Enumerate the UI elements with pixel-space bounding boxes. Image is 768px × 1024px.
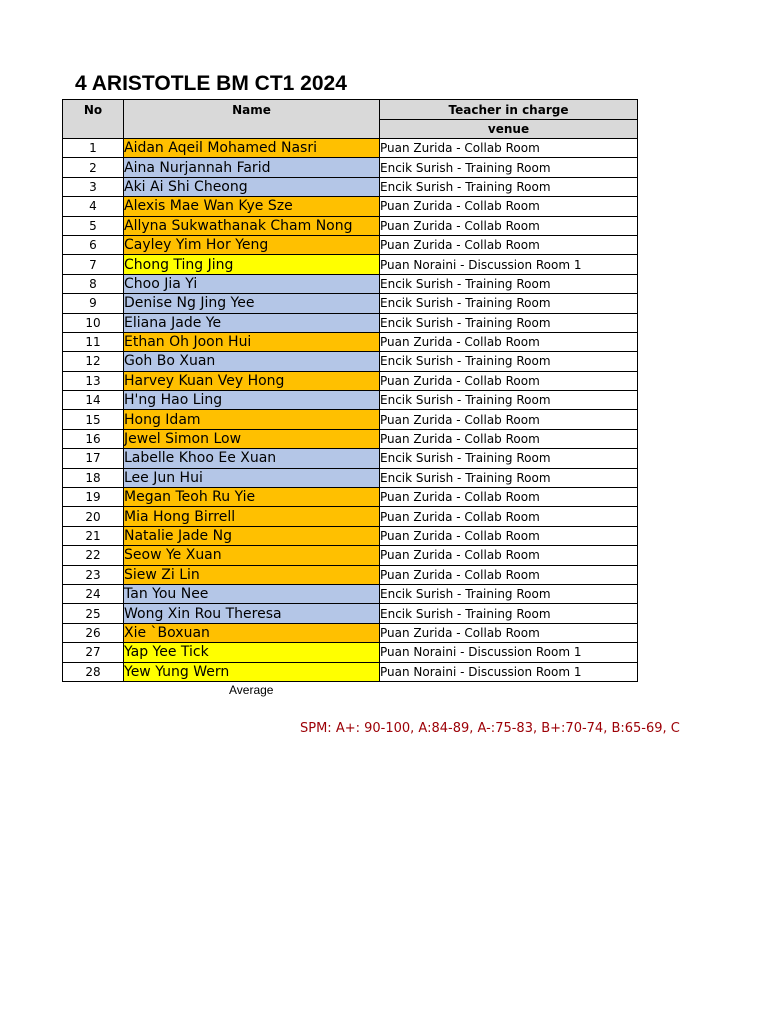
student-name: Natalie Jade Ng — [124, 526, 380, 545]
header-teacher: Teacher in charge — [380, 100, 638, 120]
student-name: Aina Nurjannah Farid — [124, 158, 380, 177]
student-number: 5 — [63, 216, 124, 235]
table-row — [63, 429, 638, 448]
header-venue: venue — [380, 120, 638, 139]
student-number: 6 — [63, 235, 124, 254]
table-row — [63, 662, 638, 681]
teacher-venue: Encik Surish - Training Room — [380, 584, 638, 603]
teacher-venue: Puan Zurida - Collab Room — [380, 371, 638, 390]
header-no: No — [63, 100, 124, 139]
student-number: 26 — [63, 623, 124, 642]
teacher-venue: Puan Zurida - Collab Room — [380, 488, 638, 507]
grading-note: SPM: A+: 90-100, A:84-89, A-:75-83, B+:70-74, B:65-69, C — [300, 721, 680, 736]
teacher-venue: Encik Surish - Training Room — [380, 352, 638, 371]
table-row — [63, 468, 638, 487]
table-row — [63, 623, 638, 642]
average-label: Average — [229, 683, 274, 697]
student-name: Tan You Nee — [124, 584, 380, 603]
teacher-venue: Puan Zurida - Collab Room — [380, 332, 638, 351]
student-number: 21 — [63, 526, 124, 545]
student-rows — [63, 139, 638, 682]
student-name: Yew Yung Wern — [124, 662, 380, 681]
teacher-venue: Encik Surish - Training Room — [380, 604, 638, 623]
student-number: 17 — [63, 449, 124, 468]
table-row — [63, 410, 638, 429]
student-number: 3 — [63, 177, 124, 196]
student-name: Alexis Mae Wan Kye Sze — [124, 197, 380, 216]
student-name: Choo Jia Yi — [124, 274, 380, 293]
student-name: Goh Bo Xuan — [124, 352, 380, 371]
student-number: 19 — [63, 488, 124, 507]
student-name: Hong Idam — [124, 410, 380, 429]
table-row — [63, 332, 638, 351]
student-name: Aki Ai Shi Cheong — [124, 177, 380, 196]
student-name: Harvey Kuan Vey Hong — [124, 371, 380, 390]
student-number: 8 — [63, 274, 124, 293]
student-name: Mia Hong Birrell — [124, 507, 380, 526]
teacher-venue: Encik Surish - Training Room — [380, 177, 638, 196]
table-row — [63, 391, 638, 410]
teacher-venue: Encik Surish - Training Room — [380, 391, 638, 410]
teacher-venue: Puan Zurida - Collab Room — [380, 507, 638, 526]
table-row — [63, 565, 638, 584]
table-row — [63, 507, 638, 526]
student-name: Siew Zi Lin — [124, 565, 380, 584]
table-row — [63, 352, 638, 371]
teacher-venue: Encik Surish - Training Room — [380, 468, 638, 487]
student-name: Allyna Sukwathanak Cham Nong — [124, 216, 380, 235]
table-row — [63, 313, 638, 332]
student-number: 4 — [63, 197, 124, 216]
teacher-venue: Encik Surish - Training Room — [380, 274, 638, 293]
student-name: Lee Jun Hui — [124, 468, 380, 487]
student-name: Labelle Khoo Ee Xuan — [124, 449, 380, 468]
student-number: 22 — [63, 546, 124, 565]
student-number: 10 — [63, 313, 124, 332]
student-name: Eliana Jade Ye — [124, 313, 380, 332]
student-number: 28 — [63, 662, 124, 681]
teacher-venue: Puan Zurida - Collab Room — [380, 139, 638, 158]
student-table — [62, 99, 638, 682]
table-row — [63, 139, 638, 158]
teacher-venue: Puan Zurida - Collab Room — [380, 429, 638, 448]
table-row — [63, 584, 638, 603]
student-name: H'ng Hao Ling — [124, 391, 380, 410]
student-number: 7 — [63, 255, 124, 274]
teacher-venue: Encik Surish - Training Room — [380, 294, 638, 313]
student-name: Megan Teoh Ru Yie — [124, 488, 380, 507]
student-name: Chong Ting Jing — [124, 255, 380, 274]
student-number: 18 — [63, 468, 124, 487]
teacher-venue: Puan Zurida - Collab Room — [380, 565, 638, 584]
student-number: 11 — [63, 332, 124, 351]
page-title: 4 ARISTOTLE BM CT1 2024 — [75, 72, 347, 95]
student-number: 27 — [63, 643, 124, 662]
student-name: Xie `Boxuan — [124, 623, 380, 642]
teacher-venue: Puan Zurida - Collab Room — [380, 526, 638, 545]
student-number: 25 — [63, 604, 124, 623]
table-row — [63, 604, 638, 623]
table-row — [63, 274, 638, 293]
teacher-venue: Puan Zurida - Collab Room — [380, 197, 638, 216]
student-name: Cayley Yim Hor Yeng — [124, 235, 380, 254]
student-number: 20 — [63, 507, 124, 526]
student-number: 23 — [63, 565, 124, 584]
teacher-venue: Puan Noraini - Discussion Room 1 — [380, 643, 638, 662]
header-name: Name — [124, 100, 380, 139]
teacher-venue: Encik Surish - Training Room — [380, 449, 638, 468]
teacher-venue: Puan Zurida - Collab Room — [380, 235, 638, 254]
student-name: Yap Yee Tick — [124, 643, 380, 662]
table-row — [63, 216, 638, 235]
student-number: 24 — [63, 584, 124, 603]
table-row — [63, 197, 638, 216]
teacher-venue: Encik Surish - Training Room — [380, 158, 638, 177]
teacher-venue: Puan Zurida - Collab Room — [380, 546, 638, 565]
table-row — [63, 177, 638, 196]
student-number: 1 — [63, 139, 124, 158]
student-number: 12 — [63, 352, 124, 371]
table-row — [63, 294, 638, 313]
table-row — [63, 546, 638, 565]
student-number: 15 — [63, 410, 124, 429]
teacher-venue: Puan Zurida - Collab Room — [380, 216, 638, 235]
table-row — [63, 643, 638, 662]
student-number: 16 — [63, 429, 124, 448]
teacher-venue: Puan Zurida - Collab Room — [380, 410, 638, 429]
student-name: Jewel Simon Low — [124, 429, 380, 448]
table-row — [63, 255, 638, 274]
student-number: 2 — [63, 158, 124, 177]
teacher-venue: Encik Surish - Training Room — [380, 313, 638, 332]
student-number: 9 — [63, 294, 124, 313]
student-name: Wong Xin Rou Theresa — [124, 604, 380, 623]
teacher-venue: Puan Noraini - Discussion Room 1 — [380, 662, 638, 681]
student-number: 13 — [63, 371, 124, 390]
teacher-venue: Puan Noraini - Discussion Room 1 — [380, 255, 638, 274]
table-row — [63, 371, 638, 390]
table-row — [63, 488, 638, 507]
table-row — [63, 449, 638, 468]
student-name: Ethan Oh Joon Hui — [124, 332, 380, 351]
student-name: Seow Ye Xuan — [124, 546, 380, 565]
student-number: 14 — [63, 391, 124, 410]
teacher-venue: Puan Zurida - Collab Room — [380, 623, 638, 642]
table-row — [63, 235, 638, 254]
table-row — [63, 158, 638, 177]
student-name: Denise Ng Jing Yee — [124, 294, 380, 313]
student-name: Aidan Aqeil Mohamed Nasri — [124, 139, 380, 158]
table-row — [63, 526, 638, 545]
